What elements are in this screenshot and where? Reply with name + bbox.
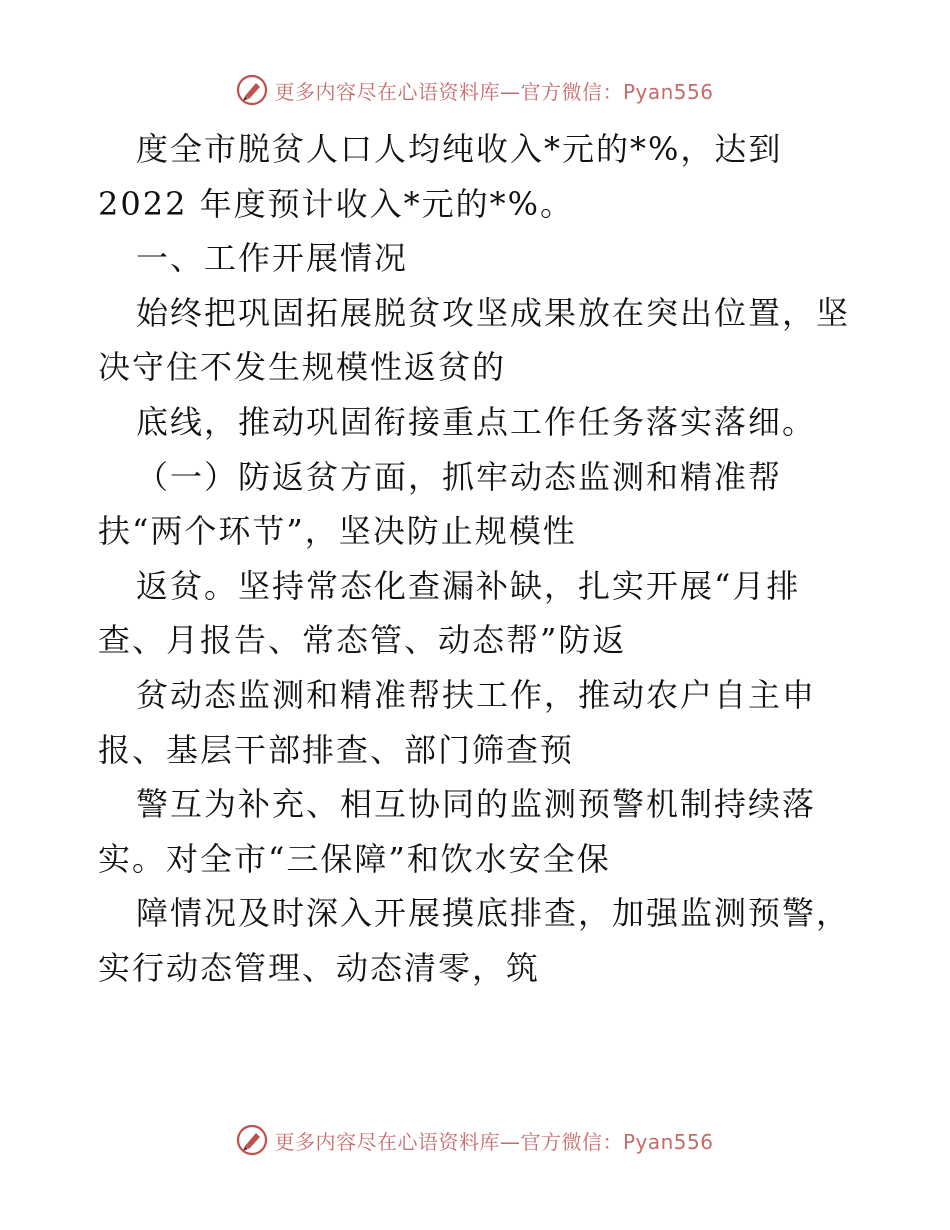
body-line: 警互为补充、相互协同的监测预警机制持续落 xyxy=(136,785,817,824)
body-line: 障情况及时深入开展摸底排查，加强监测预警， xyxy=(136,894,851,933)
watermark-text: 更多内容尽在心语资料库—官方微信：Pyan556 xyxy=(274,1129,714,1154)
body-line: 报、基层干部排查、部门筛查预 xyxy=(98,730,575,769)
body-line: （一）防返贫方面，抓牢动态监测和精准帮 xyxy=(136,457,783,496)
body-line: 贫动态监测和精准帮扶工作，推动农户自主申 xyxy=(136,675,817,714)
pen-seal-icon xyxy=(236,1124,268,1156)
header-watermark xyxy=(0,70,950,110)
body-line: 决守住不发生规模性返贫的 xyxy=(98,348,507,387)
footer-watermark xyxy=(0,1120,950,1160)
pen-seal-icon xyxy=(236,74,268,106)
section-heading: 一、工作开展情况 xyxy=(136,239,409,278)
body-line: 始终把巩固拓展脱贫攻坚成果放在突出位置，坚 xyxy=(136,293,851,332)
body-line: 查、月报告、常态管、动态帮”防返 xyxy=(98,621,627,660)
document-body xyxy=(98,122,858,996)
body-line: 度全市脱贫人口人均纯收入*元的*%，达到 xyxy=(136,130,783,168)
body-line: 2022 年度预计收入*元的*%。 xyxy=(98,184,575,223)
body-line: 实行动态管理、动态清零，筑 xyxy=(98,948,541,987)
watermark-text: 更多内容尽在心语资料库—官方微信：Pyan556 xyxy=(274,79,714,104)
body-line: 实。对全市“三保障”和饮水安全保 xyxy=(98,839,611,878)
body-line: 底线，推动巩固衔接重点工作任务落实落细。 xyxy=(136,402,817,441)
body-line: 返贫。坚持常态化查漏补缺，扎实开展“月排 xyxy=(136,566,801,605)
body-line: 扶“两个环节”，坚决防止规模性 xyxy=(98,512,577,551)
